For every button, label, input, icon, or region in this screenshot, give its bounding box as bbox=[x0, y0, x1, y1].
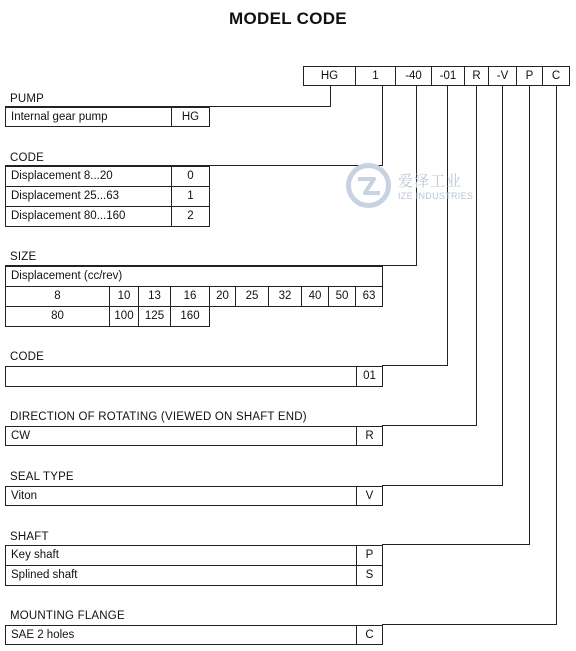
connector-line-code2 bbox=[447, 86, 448, 366]
seal-row-code: V bbox=[356, 486, 383, 506]
connector-line-flange bbox=[556, 86, 557, 625]
size-cell: 10 bbox=[109, 286, 139, 307]
connector-line-direction bbox=[476, 86, 477, 426]
pump-row-code: HG bbox=[171, 107, 210, 127]
page-title: MODEL CODE bbox=[229, 9, 347, 28]
size-cell: 20 bbox=[209, 286, 236, 307]
flange-heading: MOUNTING FLANGE bbox=[10, 610, 125, 622]
size-subheading: Displacement (cc/rev) bbox=[5, 266, 383, 287]
size-cell: 80 bbox=[5, 306, 110, 327]
size-heading: SIZE bbox=[10, 251, 37, 263]
code-box-seal: -V bbox=[488, 66, 517, 86]
flange-row-label: SAE 2 holes bbox=[5, 625, 357, 645]
seal-heading: SEAL TYPE bbox=[10, 471, 74, 483]
size-cell: 63 bbox=[355, 286, 383, 307]
code-row-label: Displacement 25...63 bbox=[5, 186, 172, 207]
code-box-direction: R bbox=[464, 66, 489, 86]
shaft-heading: SHAFT bbox=[10, 531, 49, 543]
size-cell: 50 bbox=[328, 286, 356, 307]
shaft-row-code: S bbox=[356, 565, 383, 586]
size-cell: 100 bbox=[109, 306, 139, 327]
flange-row-code: C bbox=[356, 625, 383, 645]
connector-line-seal-h bbox=[382, 485, 503, 486]
code-row-code: 1 bbox=[171, 186, 210, 207]
code-box-flange: C bbox=[542, 66, 570, 86]
code-box-code2: -01 bbox=[431, 66, 465, 86]
connector-line-flange-h bbox=[382, 624, 557, 625]
code-row-label: Displacement 80...160 bbox=[5, 206, 172, 227]
code-box-size: -40 bbox=[395, 66, 432, 86]
connector-line-seal bbox=[502, 86, 503, 486]
size-cell: 13 bbox=[138, 286, 171, 307]
size-cell: 32 bbox=[268, 286, 302, 307]
connector-line-shaft-h bbox=[382, 544, 530, 545]
code-heading: CODE bbox=[10, 152, 45, 164]
shaft-row-label: Splined shaft bbox=[5, 565, 357, 586]
watermark-logo-icon bbox=[346, 163, 391, 208]
seal-row-label: Viton bbox=[5, 486, 357, 506]
size-cell: 160 bbox=[170, 306, 210, 327]
size-cell: 16 bbox=[170, 286, 210, 307]
shaft-row-code: P bbox=[356, 545, 383, 566]
shaft-row-label: Key shaft bbox=[5, 545, 357, 566]
connector-line-direction-h bbox=[382, 425, 477, 426]
direction-heading: DIRECTION OF ROTATING (VIEWED ON SHAFT END) bbox=[10, 411, 307, 423]
code-row-code: 2 bbox=[171, 206, 210, 227]
size-cell: 40 bbox=[301, 286, 329, 307]
code-box-shaft: P bbox=[516, 66, 543, 86]
code-row-label: Displacement 8...20 bbox=[5, 166, 172, 187]
connector-line-shaft bbox=[529, 86, 530, 545]
code-box-pump: HG bbox=[303, 66, 356, 86]
size-cell: 8 bbox=[5, 286, 110, 307]
watermark-text-en: IZE INDUSTRIES bbox=[398, 191, 474, 201]
size-cell: 125 bbox=[138, 306, 171, 327]
code-box-code: 1 bbox=[355, 66, 396, 86]
pump-heading: PUMP bbox=[10, 93, 45, 105]
direction-row-label: CW bbox=[5, 426, 357, 446]
watermark-text-cn: 爱泽工业 bbox=[398, 173, 463, 190]
direction-row-code: R bbox=[356, 426, 383, 446]
connector-line-pump bbox=[330, 86, 331, 107]
connector-line-code2-h bbox=[382, 365, 448, 366]
code2-heading: CODE bbox=[10, 351, 45, 363]
code2-row-label bbox=[5, 366, 357, 387]
code2-row-code: 01 bbox=[356, 366, 383, 387]
connector-line-code bbox=[382, 86, 383, 166]
size-cell: 25 bbox=[235, 286, 269, 307]
code-row-code: 0 bbox=[171, 166, 210, 187]
pump-row-label: Internal gear pump bbox=[5, 107, 172, 127]
